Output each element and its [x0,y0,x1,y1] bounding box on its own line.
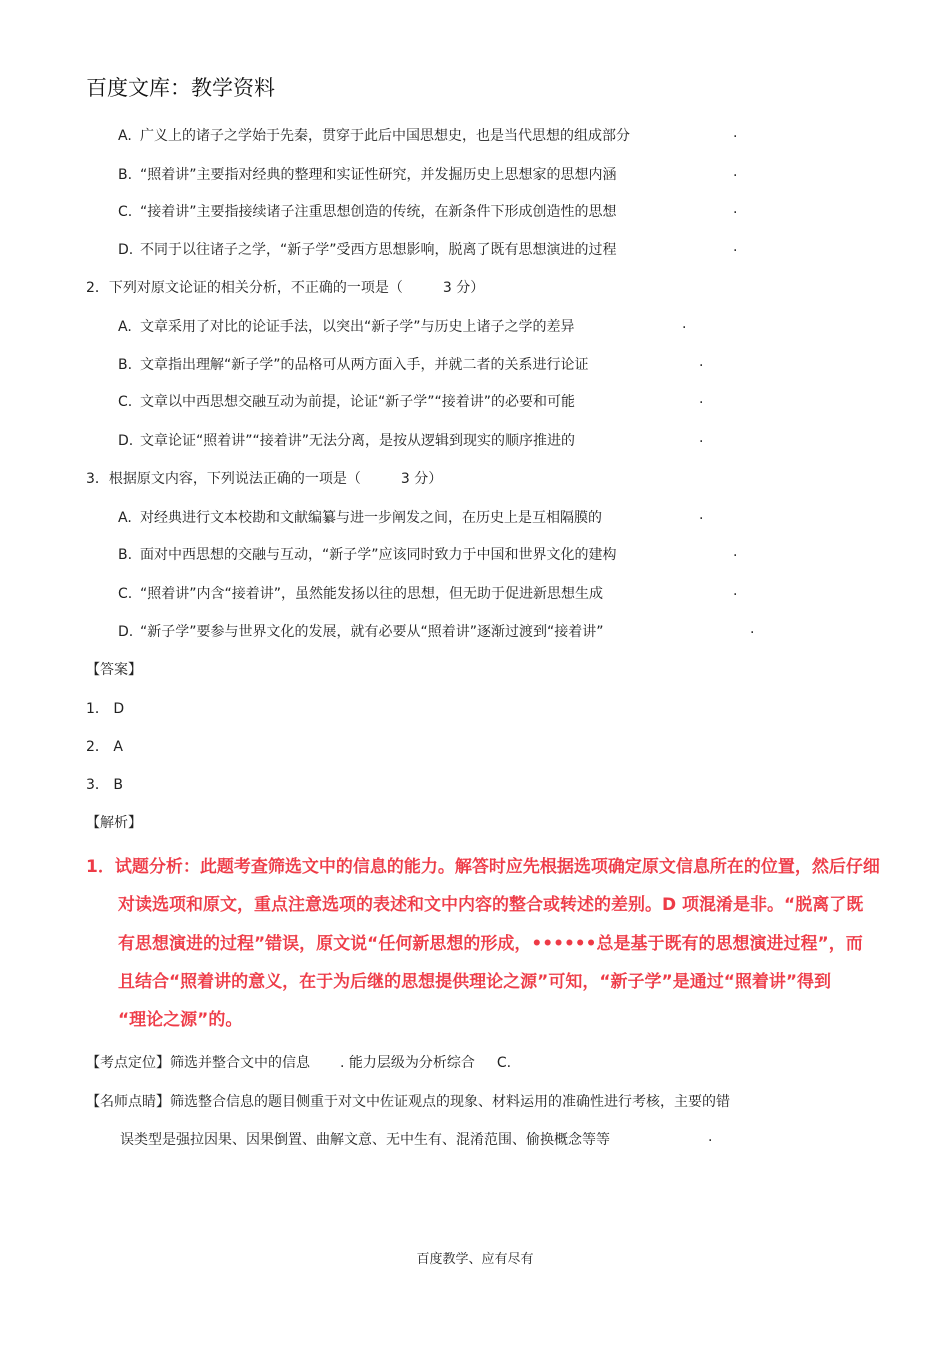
option-letter: B. [118,547,133,563]
option-text: “照着讲”主要指对经典的整理和实证性研究，并发掘历史上思想家的思想内涵 [140,167,617,183]
question-points: 3 分） [400,471,443,487]
analysis-line: 对读选项和原文，重点注意选项的表述和文中内容的整合或转述的差别。D 项混淆是非。“脱离了既 [118,895,864,915]
mingshi-line-2: 误类型是强拉因果、因果倒置、曲解文意、无中生有、混淆范围、偷换概念等等 [120,1132,610,1148]
option-end-mark: . [699,507,704,523]
option-letter: B. [118,167,133,183]
option-text: 文章以中西思想交融互动为前提，论证“新子学”“接着讲”的必要和可能 [140,394,576,410]
option-letter: D. [118,624,134,640]
question-stem: 2．下列对原文论证的相关分析，不正确的一项是（ [86,280,403,296]
option-text: 文章指出理解“新子学”的品格可从两方面入手，并就二者的关系进行论证 [140,357,589,373]
kaodian-end: C. [496,1055,512,1071]
option-a [118,507,602,527]
q2-stem [86,277,484,297]
option-text: 文章论证“照着讲”“接着讲”无法分离，是按从逻辑到现实的顺序推进的 [140,433,576,449]
option-text: “接着讲”主要指接续诸子注重思想创造的传统，在新条件下形成创造性的思想 [140,204,617,220]
kaodian-mid: . 能力层级为分析综合 [340,1055,475,1071]
option-letter: A. [118,510,132,526]
analysis-line: 有思想演进的过程”错误，原文说“任何新思想的形成，••••••总是基于既有的思想演进过程”，而 [118,934,863,954]
option-b [118,354,589,374]
option-end-mark: . [733,239,738,255]
option-text: “新子学”要参与世界文化的发展，就有必要从“照着讲”逐渐过渡到“接着讲” [140,624,604,640]
option-end-mark: . [682,316,687,332]
page-footer: 百度教学、应有尽有 [416,1252,534,1267]
option-a [118,125,630,145]
option-c [118,583,603,603]
option-text: 不同于以往诸子之学，“新子学”受西方思想影响，脱离了既有思想演进的过程 [140,242,617,258]
option-end-mark: . [733,583,738,599]
mingshi-line-1: 【名师点睛】筛选整合信息的题目侧重于对文中佐证观点的现象、材料运用的准确性进行考核，主要的错 [86,1094,730,1110]
option-letter: C. [118,204,133,220]
option-letter: B. [118,357,133,373]
kaodian-label: 【考点定位】筛选并整合文中的信息 [86,1055,310,1071]
option-letter: C. [118,394,133,410]
analysis-line: 1．试题分析：此题考查筛选文中的信息的能力。解答时应先根据选项确定原文信息所在的位置，然后仔细 [86,857,880,877]
option-c [118,201,617,221]
page-header-title: 百度文库：教学资料 [86,76,275,100]
answer-item: 2． A [86,739,123,755]
question-points: 3 分） [442,280,485,296]
option-end-mark: . [699,391,704,407]
q3-stem [86,468,442,488]
option-b [118,544,617,564]
analysis-heading: 【解析】 [86,815,142,831]
option-d [118,430,575,450]
option-end-mark: . [699,354,704,370]
kaodian-line [86,1052,511,1072]
option-text: 文章采用了对比的论证手法，以突出“新子学”与历史上诸子之学的差异 [140,319,575,335]
option-text: 面对中西思想的交融与互动，“新子学”应该同时致力于中国和世界文化的建构 [140,547,617,563]
question-stem: 3．根据原文内容，下列说法正确的一项是（ [86,471,361,487]
option-c [118,391,575,411]
answer-item: 1． D [86,701,125,717]
analysis-line: 且结合“照着讲的意义，在于为后继的思想提供理论之源”可知，“新子学”是通过“照着讲”得到 [118,972,832,992]
option-text: 广义上的诸子之学始于先秦，贯穿于此后中国思想史，也是当代思想的组成部分 [140,128,630,144]
option-letter: D. [118,433,134,449]
option-end-mark: . [733,201,738,217]
option-letter: A. [118,319,132,335]
option-end-mark: . [750,621,755,637]
option-letter: A. [118,128,132,144]
option-letter: C. [118,586,133,602]
option-end-mark: . [699,430,704,446]
option-text: 对经典进行文本校勘和文献编纂与进一步阐发之间，在历史上是互相隔膜的 [140,510,602,526]
option-text: “照着讲”内含“接着讲”，虽然能发扬以往的思想，但无助于促进新思想生成 [140,586,604,602]
answer-item: 3． B [86,777,123,793]
analysis-line: “理论之源”的。 [118,1010,243,1030]
option-a [118,316,575,336]
mingshi-end-mark: . [708,1129,713,1145]
option-d [118,239,617,259]
option-d [118,621,604,641]
option-end-mark: . [733,125,738,141]
option-end-mark: . [733,544,738,560]
answers-heading: 【答案】 [86,662,142,678]
option-end-mark: . [733,164,738,180]
option-letter: D. [118,242,134,258]
option-b [118,164,617,184]
